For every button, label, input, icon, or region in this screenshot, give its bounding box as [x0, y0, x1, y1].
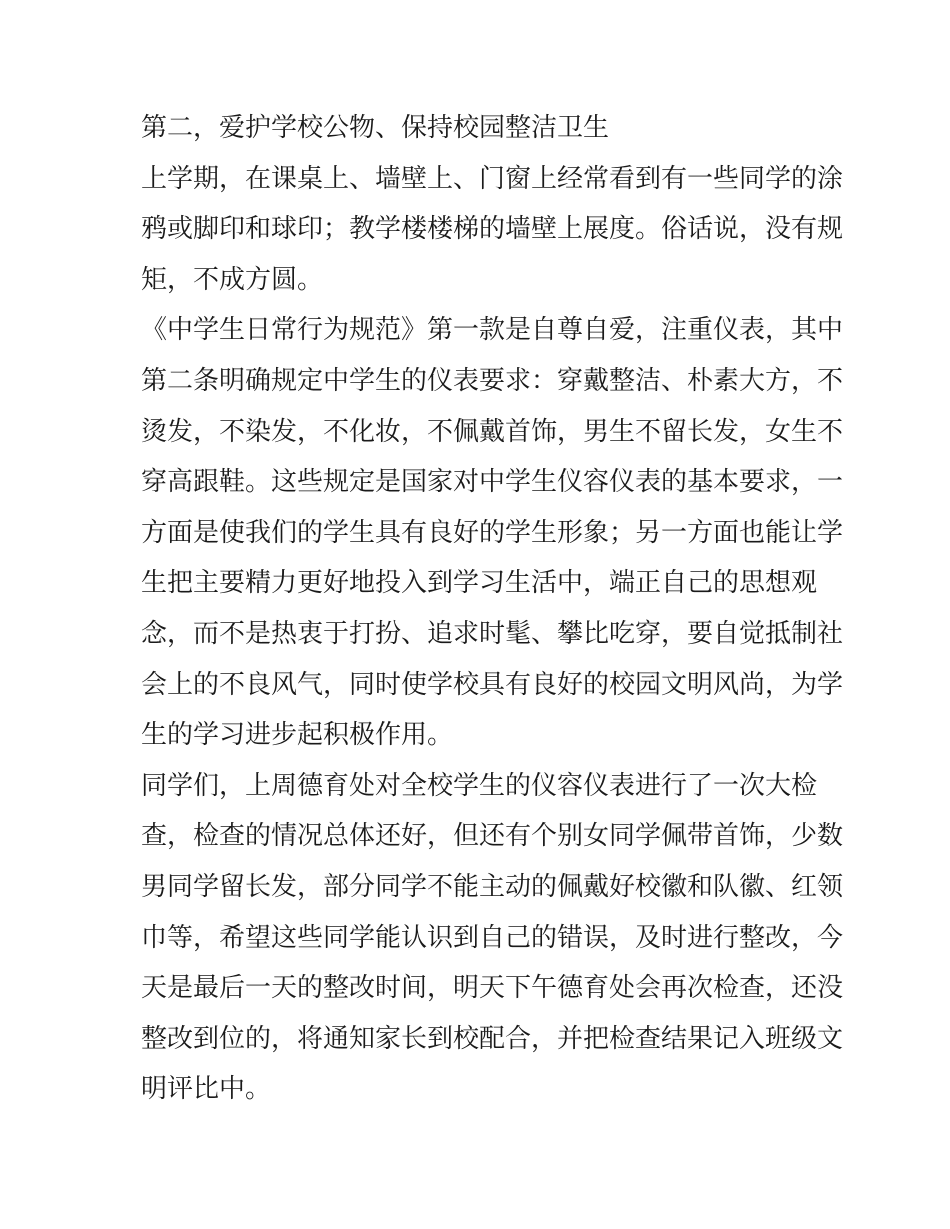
- text-line: 会上的不良风气，同时使学校具有良好的校园文明风尚，为学: [141, 669, 844, 700]
- text-line: 明评比中。: [141, 1074, 272, 1105]
- text-line: 天是最后一天的整改时间，明天下午德育处会再次检查，还没: [141, 973, 844, 1004]
- text-line: 查，检查的情况总体还好，但还有个别女同学佩带首饰，少数: [141, 821, 844, 852]
- text-line: 《中学生日常行为规范》第一款是自尊自爱，注重仪表，其中: [141, 315, 844, 346]
- text-line: 男同学留长发，部分同学不能主动的佩戴好校徽和队徽、红领: [141, 871, 844, 902]
- text-line: 念，而不是热衷于打扮、追求时髦、攀比吃穿，要自觉抵制社: [141, 618, 844, 649]
- text-line: 整改到位的，将通知家长到校配合，并把检查结果记入班级文: [141, 1023, 844, 1054]
- text-line: 第二条明确规定中学生的仪表要求：穿戴整洁、朴素大方，不: [141, 365, 844, 396]
- text-line-heading: 第二，爱护学校公物、保持校园整洁卫生: [141, 113, 610, 143]
- text-line: 生的学习进步起积极作用。: [141, 720, 454, 751]
- text-line: 穿高跟鞋。这些规定是国家对中学生仪容仪表的基本要求，一: [141, 467, 844, 498]
- text-line: 上学期，在课桌上、墙壁上、门窗上经常看到有一些同学的涂: [141, 163, 844, 194]
- text-line: 巾等，希望这些同学能认识到自己的错误，及时进行整改，今: [141, 922, 844, 953]
- text-line: 矩，不成方圆。: [141, 264, 324, 295]
- text-line: 方面是使我们的学生具有良好的学生形象；另一方面也能让学: [141, 517, 844, 548]
- text-line: 生把主要精力更好地投入到学习生活中，端正自己的思想观: [141, 568, 818, 599]
- text-line: 同学们，上周德育处对全校学生的仪容仪表进行了一次大检: [141, 770, 818, 801]
- text-line: 烫发，不染发，不化妆，不佩戴首饰，男生不留长发，女生不: [141, 416, 844, 447]
- text-line: 鸦或脚印和球印；教学楼楼梯的墙壁上展度。俗话说，没有规: [141, 214, 844, 245]
- document-body: [141, 103, 844, 1115]
